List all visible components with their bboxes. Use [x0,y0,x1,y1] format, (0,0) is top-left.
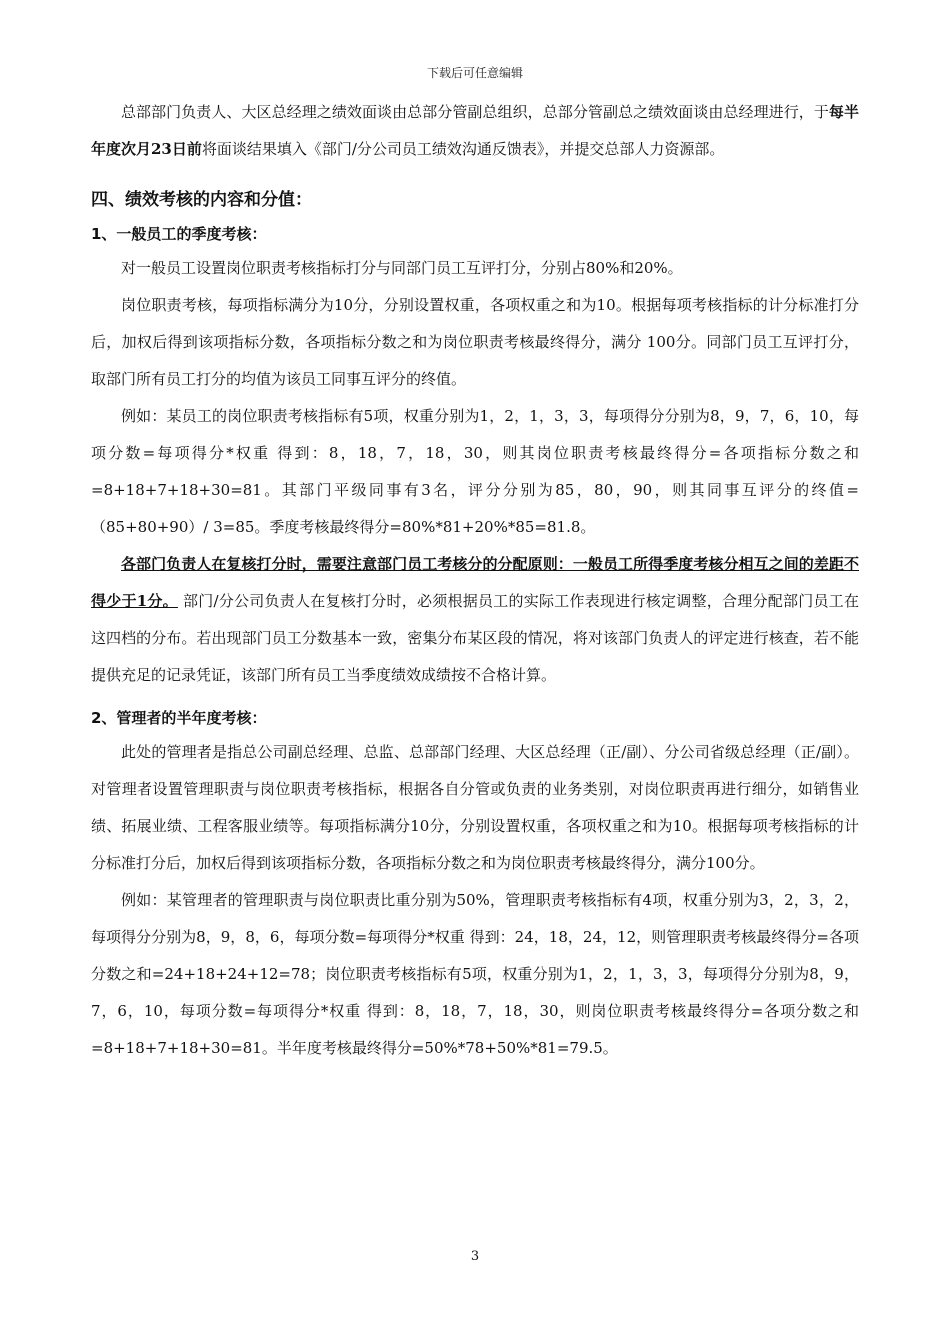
distribution-principle-paragraph [91,546,859,694]
employee-example-paragraph: 例如：某员工的岗位职责考核指标有5项，权重分别为1，2，1，3，3，每项得分分别为8，9，7，6，10，每项分数=每项得分*权重 得到：8，18，7，18，30，则其岗位职责考核最终得分=各项指标分数之和=8+18+7+18+30=81。其部门平级同事有3名，评分分别为85，80，90，则其同事互评分的终值=（85+80+90）/ 3=85。季度考核最终得分=80%*81+20%*85=81.8。 [91,407,859,536]
interview-text-start: 总部部门负责人、大区总经理之绩效面谈由总部分管副总组织，总部分管副总之绩效面谈由总经理进行，于 [121,103,829,121]
section-4-heading: 四、绩效考核的内容和分值： [91,190,312,210]
interview-paragraph [91,94,859,168]
distribution-principle-text: 部门/分公司负责人在复核打分时，必须根据员工的实际工作表现进行核定调整，合理分配部门员工在这四档的分布。若出现部门员工分数基本一致，密集分布某区段的情况，将对该部门负责人的评定进行核查，若不能提供充足的记录凭证，该部门所有员工当季度绩效成绩按不合格计算。 [91,592,859,684]
quarterly-ratio-paragraph: 对一般员工设置岗位职责考核指标打分与同部门员工互评打分，分别占80%和20%。 [121,259,683,277]
deadline-emphasis: 每半年度次月23日前 [91,103,859,158]
distribution-principle-emphasis: 各部门负责人在复核打分时，需要注意部门员工考核分的分配原则：一般员工所得季度考核分相互之间的差距不得少于1分。 [91,555,859,610]
manager-definition-paragraph: 此处的管理者是指总公司副总经理、总监、总部部门经理、大区总经理（正/副）、分公司省级总经理（正/副）。对管理者设置管理职责与岗位职责考核指标，根据各自分管或负责的业务类别，对岗位职责再进行细分，如销售业绩、拓展业绩、工程客服业绩等。每项指标满分10分，分别设置权重，各项权重之和为10。根据每项考核指标的计分标准打分后，加权后得到该项指标分数，各项指标分数之和为岗位职责考核最终得分，满分100分。 [91,743,859,872]
interview-text-end: 将面谈结果填入《部门/分公司员工绩效沟通反馈表》，并提交总部人力资源部。 [201,140,725,158]
page-number: 3 [470,1249,480,1264]
document-body [91,94,859,1067]
subsection-1-heading: 1、一般员工的季度考核： [91,225,267,243]
subsection-2-heading: 2、管理者的半年度考核： [91,709,267,727]
page-header: 下载后可任意编辑 [426,66,523,80]
manager-example-paragraph: 例如：某管理者的管理职责与岗位职责比重分别为50%，管理职责考核指标有4项，权重分别为3，2，3，2，每项得分分别为8，9，8，6，每项分数=每项得分*权重 得到：24，18，24，12，则管理职责考核最终得分=各项分数之和=24+18+24+12=78；岗位职责考核指标有5项，权重分别为1，2，1，3，3，每项得分分别为8，9，7，6，10，每项分数=每项得分*权重 得到：8，18，7，18，30，则岗位职责考核最终得分=各项分数之和=8+18+7+18+30=81。半年度考核最终得分=50%*78+50%*81=79.5。 [91,891,859,1057]
job-duty-scoring-paragraph: 岗位职责考核，每项指标满分为10分，分别设置权重，各项权重之和为10。根据每项考核指标的计分标准打分后，加权后得到该项指标分数，各项指标分数之和为岗位职责考核最终得分，满分 100分。同部门员工互评打分，取部门所有员工打分的均值为该员工同事互评分的终值。 [91,296,859,388]
